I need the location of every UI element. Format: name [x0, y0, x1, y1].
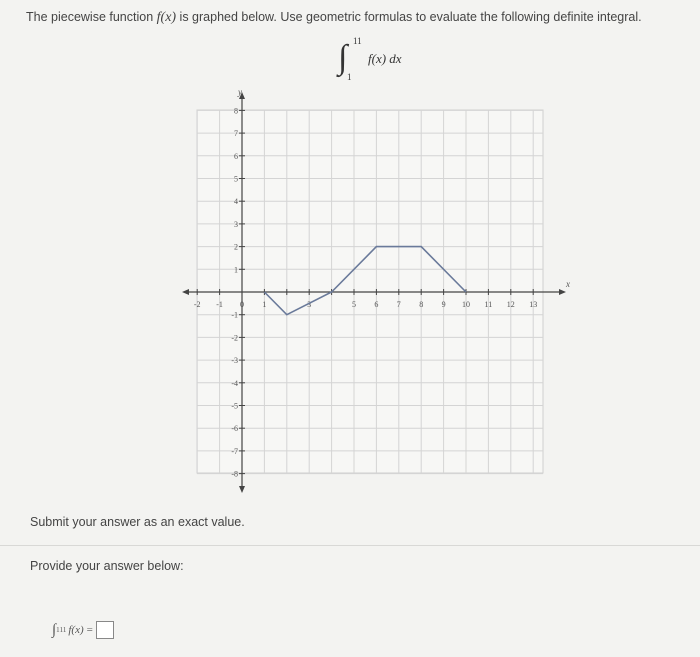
divider [0, 545, 700, 546]
question-suffix: is graphed below. Use geometric formulas to evaluate the following definite integral. [176, 10, 642, 24]
x-tick-label: 0 [240, 300, 244, 309]
x-tick-label: 6 [374, 300, 379, 309]
y-tick-label: 5 [234, 174, 238, 184]
question-prefix: The piecewise function [26, 10, 157, 24]
x-tick-label: 8 [419, 300, 424, 309]
integral-integrand: f(x) dx [368, 51, 402, 66]
x-tick-label: 10 [462, 300, 470, 309]
y-tick-label: -7 [231, 446, 238, 456]
answer-integral-icon: ∫ [52, 621, 57, 638]
x-tick-label: 3 [307, 300, 312, 309]
x-axis-right-arrow-icon [559, 289, 566, 295]
y-axis-label: y [238, 87, 242, 97]
submit-note: Submit your answer as an exact value. [30, 515, 245, 529]
x-axis-left-arrow-icon [182, 289, 189, 295]
y-tick-label: -8 [231, 469, 238, 479]
x-tick-label: 7 [396, 300, 401, 309]
x-tick-label: 1 [262, 300, 267, 309]
y-tick-label: 8 [234, 106, 238, 116]
y-tick-label: -1 [231, 310, 238, 320]
provide-label: Provide your answer below: [30, 559, 184, 573]
y-tick-label: 2 [234, 242, 238, 252]
integral-lower-limit: 1 [347, 72, 352, 82]
x-tick-label: 9 [441, 300, 446, 309]
answer-row [52, 620, 114, 640]
y-tick-label: 1 [234, 265, 238, 275]
answer-lower: 1 [56, 626, 60, 634]
x-tick-label: -2 [193, 300, 201, 309]
y-tick-label: 6 [234, 151, 238, 161]
question-func: f(x) [156, 10, 177, 25]
x-axis-label: x [566, 279, 570, 289]
answer-func: f(x) [68, 624, 84, 636]
y-tick-label: -2 [231, 333, 238, 343]
y-tick-label: 4 [234, 197, 238, 207]
y-tick-label: 7 [234, 129, 238, 139]
answer-upper: 11 [59, 626, 67, 634]
y-tick-label: -5 [231, 401, 238, 411]
x-tick-label: 5 [352, 300, 356, 309]
integral-sign-icon: ∫ [338, 39, 348, 76]
y-axis-down-arrow-icon [239, 486, 245, 493]
y-tick-label: -6 [231, 424, 238, 434]
answer-input[interactable] [96, 621, 114, 639]
x-tick-label: 11 [484, 300, 493, 309]
answer-equals: = [86, 624, 93, 636]
x-tick-label: -1 [216, 300, 223, 309]
x-tick-label: 13 [529, 300, 538, 309]
y-tick-label: -4 [231, 378, 238, 388]
y-tick-label: -3 [231, 356, 238, 366]
y-tick-label: 3 [234, 219, 238, 229]
x-tick-label: 12 [506, 300, 515, 309]
integral-upper-limit: 11 [353, 36, 362, 46]
